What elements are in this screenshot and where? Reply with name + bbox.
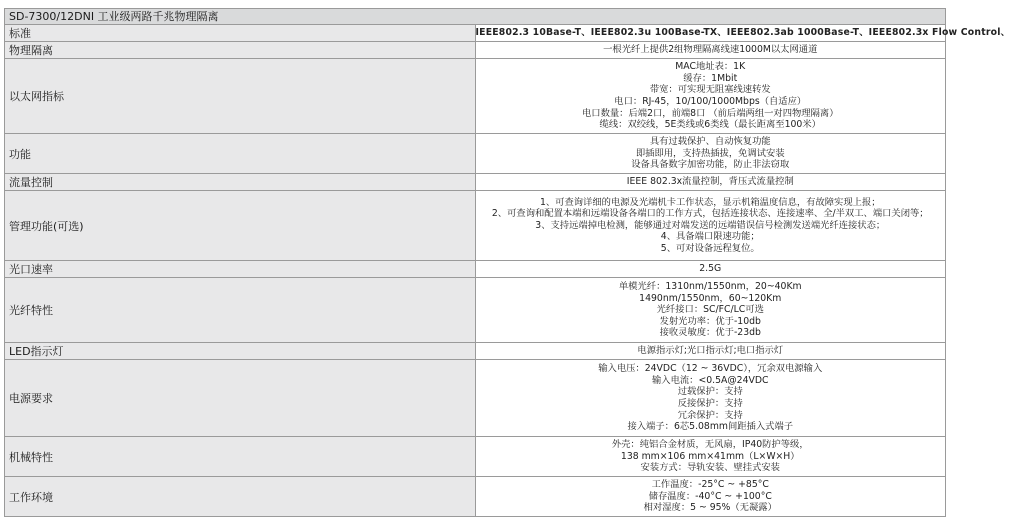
row-label: 电源要求: [5, 360, 476, 437]
row-value: [475, 42, 946, 59]
table-row: [5, 25, 946, 42]
value-line: 1490nm/1550nm，60~120Km: [639, 292, 782, 304]
value-line: 单模光纤：1310nm/1550nm，20~40Km: [618, 281, 802, 293]
value-line: 输入电流：<0.5A@24VDC: [651, 374, 769, 386]
table-title: SD-7300/12DNI 工业级两路千兆物理隔离: [5, 9, 946, 25]
value-line: 相对湿度：5 ~ 95%（无凝露）: [643, 502, 777, 514]
value-line: 反接保护：支持: [677, 398, 743, 409]
value-line: 安装方式：导轨安装、壁挂式安装: [640, 462, 780, 474]
spec-table: [4, 8, 1010, 517]
value-line: 具有过载保护、自动恢复功能: [649, 136, 771, 148]
value-line: 2、可查询和配置本端和远端设备各端口的工作方式，包括连接状态、连接速率、全/半双工、端口关闭等；: [491, 208, 929, 220]
value-line: 设备具备数字加密功能，防止非法窃取: [631, 159, 790, 171]
row-label: 光纤特性: [5, 278, 476, 343]
table-row: [5, 174, 946, 191]
row-label: 流量控制: [5, 174, 476, 191]
table-row: [5, 191, 946, 261]
value-line: 3、支持远端掉电检测，能够通过对端发送的远端错误信号检测发送端光纤连接状态；: [535, 219, 886, 231]
row-value: [475, 25, 1010, 42]
table-row: [5, 343, 946, 360]
table-row: [5, 134, 946, 174]
row-value: [475, 343, 946, 360]
row-value: [475, 174, 946, 191]
value-line: MAC地址表：1K: [675, 61, 746, 73]
value-line: 1、可查询详细的电源及光端机卡工作状态，显示机箱温度信息，有故障实现上报；: [539, 196, 881, 208]
row-label: 以太网指标: [5, 59, 476, 134]
value-line: 外壳：纯铝合金材质，无风扇，IP40防护等级，: [611, 439, 809, 451]
value-line: 接收灵敏度：优于-23db: [659, 327, 761, 339]
table-row: [5, 278, 946, 343]
value-line: 4、具备端口限速功能；: [660, 231, 760, 243]
row-label: 物理隔离: [5, 42, 476, 59]
value-line: 电源指示灯;光口指示灯;电口指示灯: [637, 345, 784, 357]
table-row: [5, 59, 946, 134]
table-row: [5, 477, 946, 517]
row-value: [475, 360, 946, 437]
row-value: [475, 261, 946, 278]
value-line: 光纤接口：SC/FC/LC可选: [656, 304, 764, 316]
value-line: 电口数量：后端2口，前端8口 （前后端两组一对四物理隔离）: [581, 107, 839, 119]
row-label: LED指示灯: [5, 343, 476, 360]
row-value: [475, 437, 946, 477]
row-label: 机械特性: [5, 437, 476, 477]
row-value: [475, 191, 946, 261]
value-line: 缓存：1Mbit: [683, 72, 738, 84]
value-line: 接入端子：6芯5.08mm间距插入式端子: [627, 421, 794, 433]
value-line: 138 mm×106 mm×41mm（L×W×H）: [620, 450, 800, 462]
row-value: [475, 59, 946, 134]
row-value: [475, 134, 946, 174]
value-line: 过载保护：支持: [677, 386, 743, 398]
value-line: IEEE802.3 10Base-T、IEEE802.3u 100Base-TX、IEEE802.3ab 1000Base-T、IEEE802.3x Flow Control、: [475, 27, 1010, 39]
table-row: [5, 261, 946, 278]
table-row: [5, 360, 946, 437]
value-line: 缆线：双绞线，5E类线或6类线（最长距离至100米）: [599, 119, 821, 131]
row-label: 工作环境: [5, 477, 476, 517]
title-row: [5, 9, 946, 25]
value-line: 一根光纤上提供2组物理隔离线速1000M以太网通道: [603, 44, 818, 56]
value-line: 电口：RJ-45，10/100/1000Mbps（自适应）: [614, 96, 807, 107]
row-label: 管理功能(可选): [5, 191, 476, 261]
value-line: 带宽：可实现无阻塞线速转发: [649, 84, 771, 96]
value-line: 发射光功率：优于-10db: [659, 315, 761, 327]
value-line: 2.5G: [699, 263, 722, 275]
value-line: IEEE 802.3x流量控制，背压式流量控制: [626, 176, 794, 188]
value-line: 5、可对设备远程复位。: [660, 242, 760, 254]
table-row: [5, 42, 946, 59]
row-label: 光口速率: [5, 261, 476, 278]
value-line: 输入电压：24VDC（12 ~ 36VDC），冗余双电源输入: [598, 363, 823, 375]
value-line: 冗余保护：支持: [677, 409, 743, 421]
row-value: [475, 278, 946, 343]
table-row: [5, 437, 946, 477]
row-value: [475, 477, 946, 517]
row-label: 标准: [5, 25, 476, 42]
value-line: 即插即用，支持热插拔，免调试安装: [635, 147, 785, 159]
value-line: 工作温度：-25°C ~ +85°C: [651, 479, 769, 491]
value-line: 储存温度：-40°C ~ +100°C: [648, 490, 772, 502]
row-label: 功能: [5, 134, 476, 174]
